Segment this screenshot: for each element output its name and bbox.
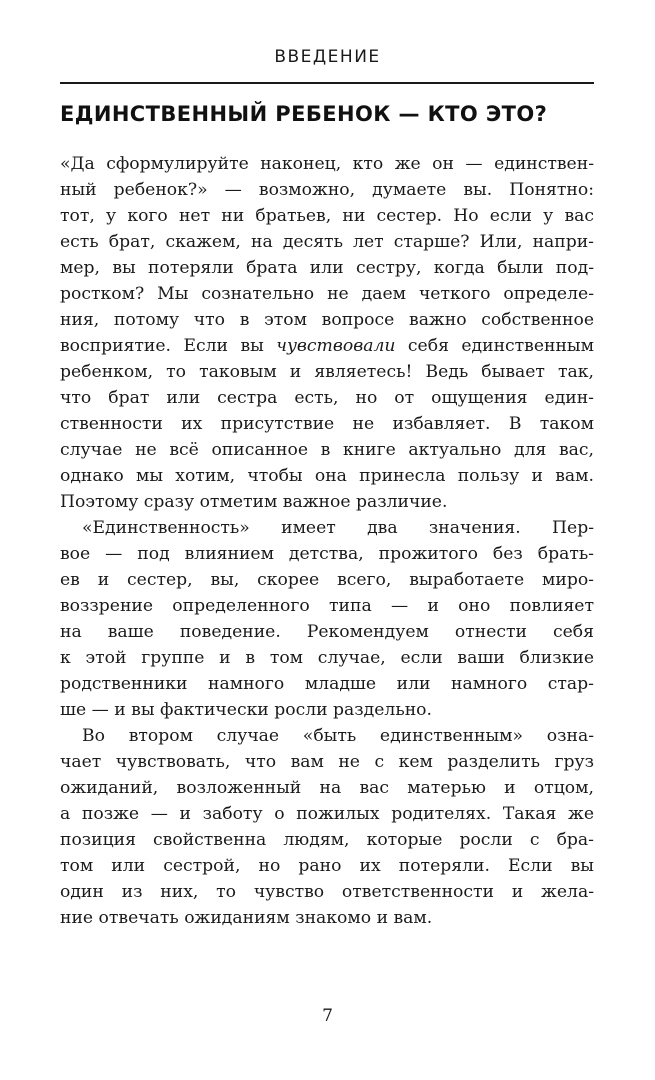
text-line: вое — под влиянием детства, прожитого без брать- [60,544,594,564]
running-head: ВВЕДЕНИЕ [274,47,381,67]
text-line: на ваше поведение. Рекомендуем отнести себя [60,622,594,642]
emphasis-word: чувствовали [276,336,396,356]
text-line: что брат или сестра есть, но от ощущения един- [60,388,594,408]
text-line: один из них, то чувство ответственности и жела- [60,882,594,902]
chapter-title: ЕДИНСТВЕННЫЙ РЕБЕНОК — КТО ЭТО? [60,102,548,126]
paragraph-3 [60,723,594,931]
text-line [60,333,594,359]
text-line: к этой группе и в том случае, если ваши близкие [60,648,594,668]
text-run: себя единственным [395,336,594,356]
text-line: ев и сестер, вы, скорее всего, выработаете миро- [60,570,594,590]
text-line: есть брат, скажем, на десять лет старше? Или, напри- [60,232,594,252]
text-line: случае не всё описанное в книге актуально для вас, [60,440,594,460]
text-line: чает чувствовать, что вам не с кем разделить груз [60,752,594,772]
text-line: родственники намного младше или намного стар- [60,674,594,694]
text-run: восприятие. Если вы [60,336,277,356]
text-line: ние отвечать ожиданиям знакомо и вам. [60,908,433,928]
text-line: ребенком, то таковым и являетесь! Ведь бывает так, [60,362,594,382]
text-line: Поэтому сразу отметим важное различие. [60,492,448,512]
text-line: мер, вы потеряли брата или сестру, когда были под- [60,258,594,278]
text-line: воззрение определенного типа — и оно повлияет [60,596,594,616]
text-line: ожиданий, возложенный на вас матерью и отцом, [60,778,594,798]
paragraph-1 [60,151,594,515]
text-line: ния, потому что в этом вопросе важно собственное [60,310,594,330]
text-line: ственности их присутствие не избавляет. В таком [60,414,594,434]
header-rule [60,82,594,84]
text-line: ше — и вы фактически росли раздельно. [60,700,432,720]
text-line: «Да сформулируйте наконец, кто же он — единствен- [60,154,594,174]
text-line: тот, у кого нет ни братьев, ни сестер. Но если у вас [60,206,594,226]
text-line: а позже — и заботу о пожилых родителях. Такая же [60,804,594,824]
text-line: ный ребенок?» — возможно, думаете вы. Понятно: [60,180,594,200]
text-line: Во втором случае «быть единственным» озна- [82,726,594,746]
body-text [60,151,594,931]
text-line: позиция свойственна людям, которые росли с бра- [60,830,594,850]
text-line: «Единственность» имеет два значения. Пер- [82,518,594,538]
paragraph-2 [60,515,594,723]
text-line: том или сестрой, но рано их потеряли. Если вы [60,856,594,876]
page-number: 7 [322,1006,333,1026]
text-line: ростком? Мы сознательно не даем четкого определе- [60,284,594,304]
text-line: однако мы хотим, чтобы она принесла пользу и вам. [60,466,594,486]
